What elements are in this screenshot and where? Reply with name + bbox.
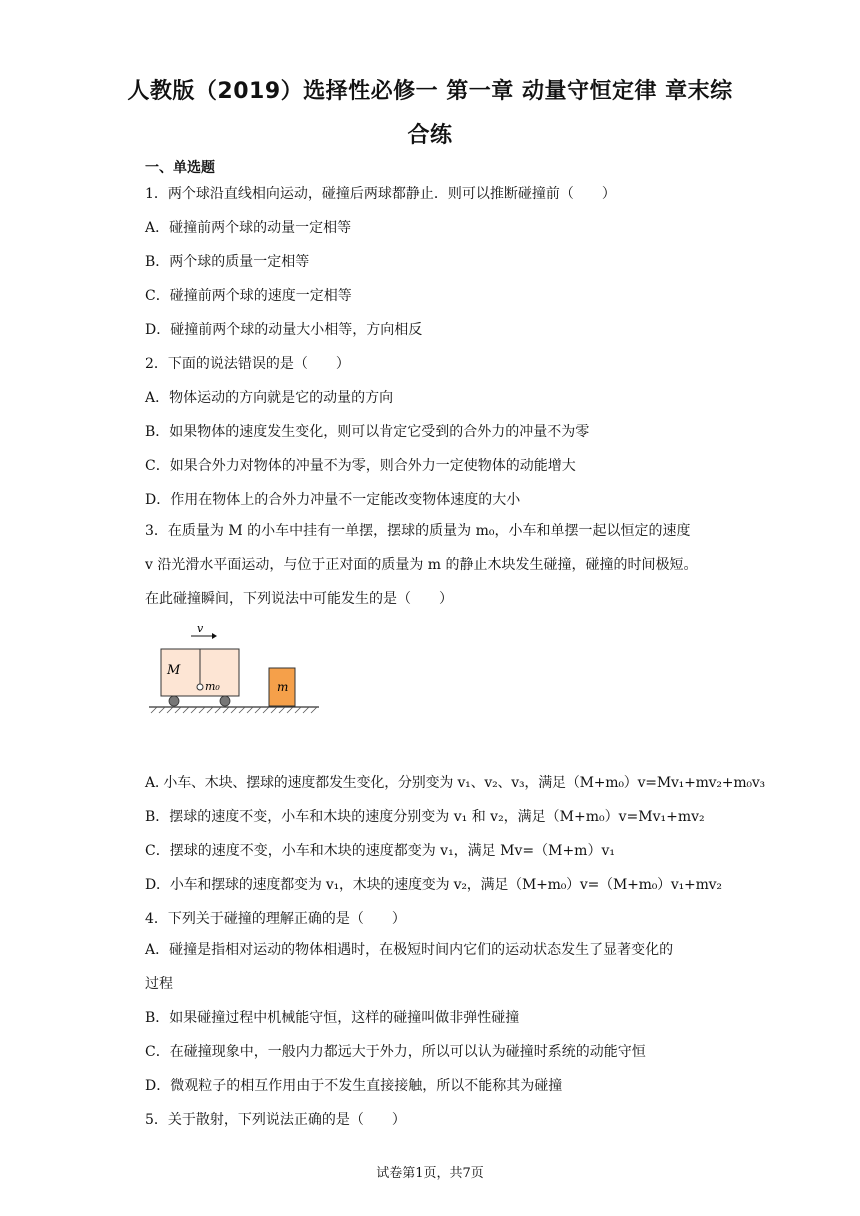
question-4-option-c: C．在碰撞现象中，一般内力都远大于外力，所以可以认为碰撞时系统的动能守恒 xyxy=(145,1044,646,1060)
question-1-option-d: D．碰撞前两个球的动量大小相等，方向相反 xyxy=(145,322,423,338)
question-4-option-b: B．如果碰撞过程中机械能守恒，这样的碰撞叫做非弹性碰撞 xyxy=(145,1010,520,1026)
question-5-stem: 5．关于散射，下列说法正确的是（ ） xyxy=(145,1112,406,1128)
question-3-stem-line3: 在此碰撞瞬间，下列说法中可能发生的是（ ） xyxy=(145,591,453,607)
question-3-option-d: D．小车和摆球的速度都变为 v₁，木块的速度变为 v₂，满足（M+m₀）v=（M+m₀）v₁+mv₂ xyxy=(145,877,722,893)
question-4-option-a-line2: 过程 xyxy=(145,976,173,992)
section-heading: 一、单选题 xyxy=(145,160,215,176)
question-3-option-a: A. 小车、木块、摆球的速度都发生变化，分别变为 v₁、v₂、v₃，满足（M+m₀）v=Mv₁+mv₂+m₀v₃ xyxy=(145,775,765,791)
question-3-stem-line2: v 沿光滑水平面运动，与位于正对面的质量为 m 的静止木块发生碰撞，碰撞的时间极短。 xyxy=(145,557,698,573)
question-1-stem: 1．两个球沿直线相向运动，碰撞后两球都静止．则可以推断碰撞前（ ） xyxy=(145,186,616,202)
question-3-option-c: C．摆球的速度不变，小车和木块的速度都变为 v₁，满足 Mv=（M+m）v₁ xyxy=(145,843,615,859)
block-label: m xyxy=(277,680,289,694)
question-2-option-c: C．如果合外力对物体的冲量不为零，则合外力一定使物体的动能增大 xyxy=(145,458,576,474)
cart-label: M xyxy=(167,663,181,678)
page-footer: 试卷第1页，共7页 xyxy=(376,1166,484,1181)
cart-wheel-left xyxy=(169,696,179,706)
question-2-option-a: A．物体运动的方向就是它的动量的方向 xyxy=(145,390,394,406)
page-title-line2: 合练 xyxy=(407,123,453,148)
question-1-option-c: C．碰撞前两个球的速度一定相等 xyxy=(145,288,352,304)
cart-pendulum-figure xyxy=(145,622,325,717)
cart-wheel-right xyxy=(220,696,230,706)
question-1-option-b: B．两个球的质量一定相等 xyxy=(145,254,310,270)
question-4-option-a-line1: A．碰撞是指相对运动的物体相遇时，在极短时间内它们的运动状态发生了显著变化的 xyxy=(145,942,674,958)
question-3-stem-line1: 3．在质量为 M 的小车中挂有一单摆，摆球的质量为 m₀，小车和单摆一起以恒定的速度 xyxy=(145,523,691,539)
page-title-line1: 人教版（2019）选择性必修一 第一章 动量守恒定律 章末综 xyxy=(127,79,733,104)
question-1-option-a: A．碰撞前两个球的动量一定相等 xyxy=(145,220,352,236)
question-2-stem: 2．下面的说法错误的是（ ） xyxy=(145,356,350,372)
velocity-label: v xyxy=(197,622,204,635)
question-2-option-b: B．如果物体的速度发生变化，则可以肯定它受到的合外力的冲量不为零 xyxy=(145,424,590,440)
velocity-arrowhead xyxy=(212,633,217,639)
question-4-stem: 4．下列关于碰撞的理解正确的是（ ） xyxy=(145,911,406,927)
question-3-option-b: B．摆球的速度不变，小车和木块的速度分别变为 v₁ 和 v₂，满足（M+m₀）v=Mv₁+mv₂ xyxy=(145,809,705,825)
pendulum-label: m₀ xyxy=(205,680,220,693)
ground-hatching xyxy=(151,707,317,713)
pendulum-bob xyxy=(197,684,203,690)
question-4-option-d: D．微观粒子的相互作用由于不发生直接接触，所以不能称其为碰撞 xyxy=(145,1078,563,1094)
question-2-option-d: D．作用在物体上的合外力冲量不一定能改变物体速度的大小 xyxy=(145,492,521,508)
